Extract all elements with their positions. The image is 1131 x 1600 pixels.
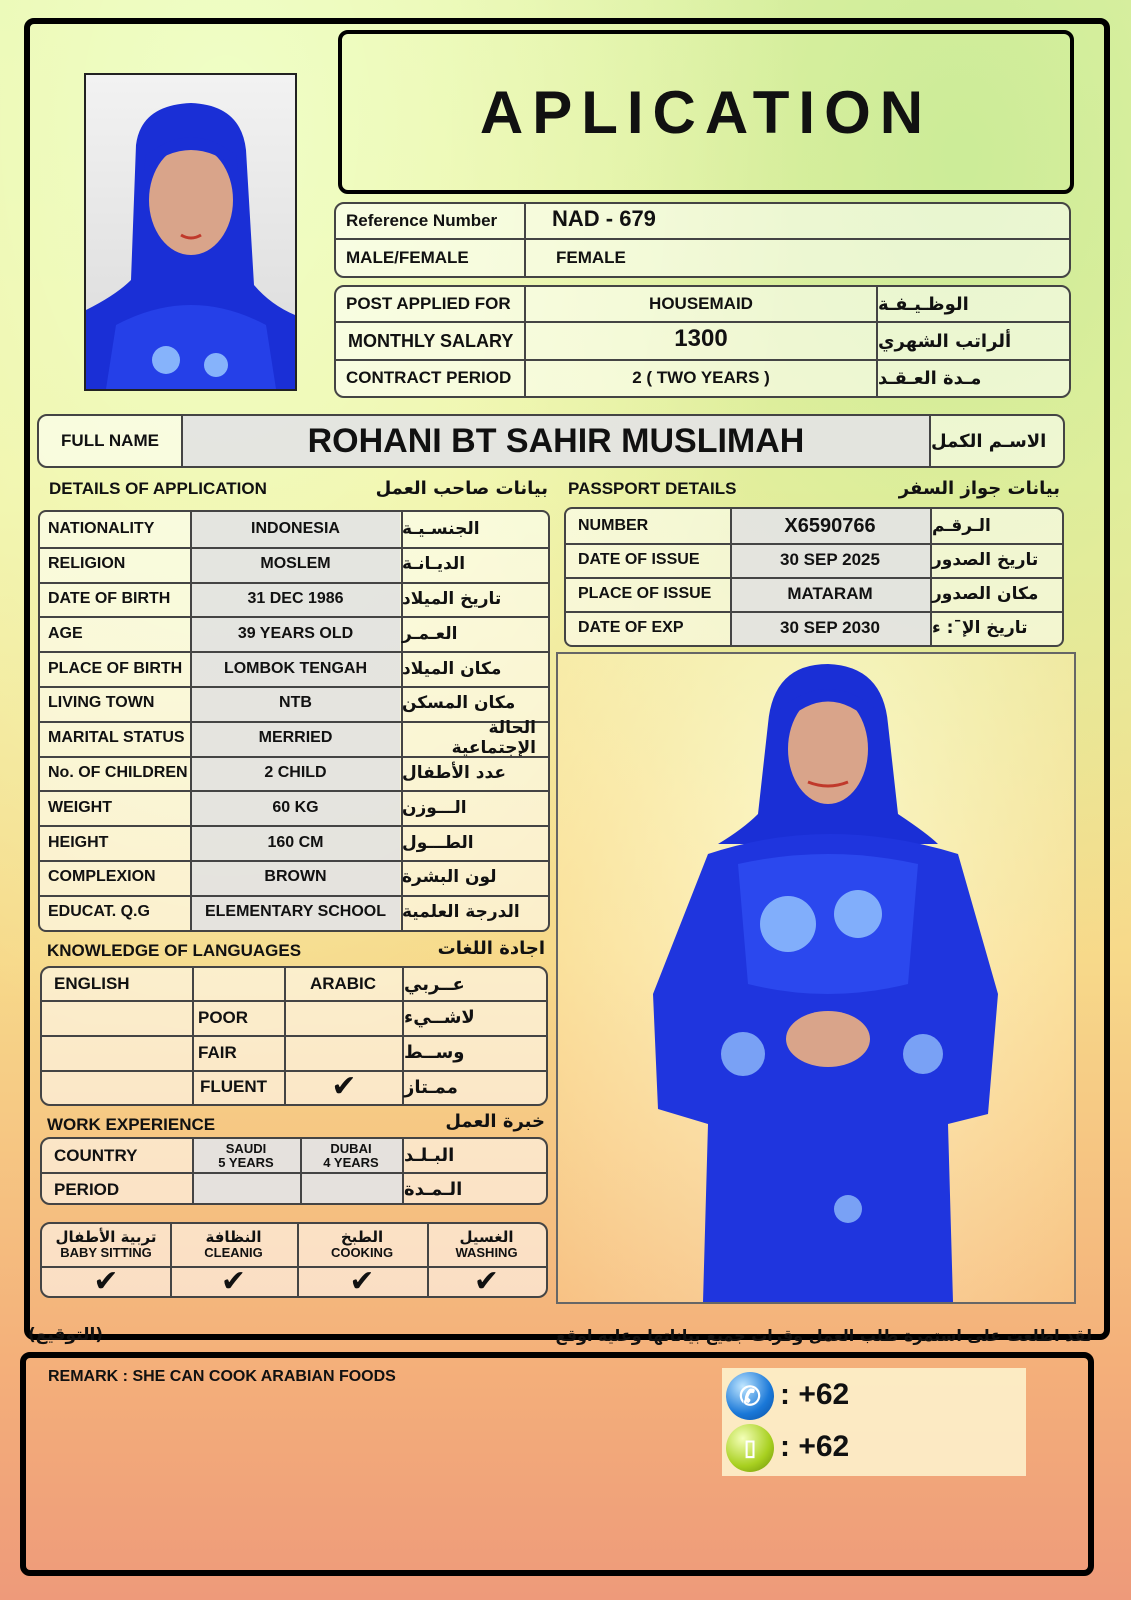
signature-label: (التوقيع) (28, 1325, 104, 1345)
level-fluent-ar: ممـتاز (404, 1076, 458, 1098)
detail-label-ar: مكان المسكن (402, 693, 516, 714)
reference-value: NAD - 679 (552, 206, 656, 231)
detail-label-ar: الديـانـة (402, 554, 466, 575)
gender-value: FEMALE (556, 248, 626, 267)
english-label: ENGLISH (54, 974, 130, 993)
remark-text: REMARK : SHE CAN COOK ARABIAN FOODS (48, 1368, 396, 1385)
skills-table (40, 1222, 548, 1298)
standing-figure (558, 654, 1074, 1302)
full-name-value: ROHANI BT SAHIR MUSLIMAH (307, 421, 805, 460)
skill-tick-icon: ✔ (349, 1263, 375, 1299)
contact-panel (722, 1368, 1026, 1476)
passport-value: MATARAM (787, 584, 873, 603)
level-poor: POOR (198, 1007, 249, 1027)
detail-value: 160 CM (267, 833, 324, 851)
work-entry-saudi: SAUDI 5 YEARS (218, 1140, 274, 1170)
skill-heading (170, 1224, 297, 1266)
passport-title: PASSPORT DETAILS (568, 479, 737, 498)
passport-label-ar: مكان الصدور (932, 584, 1039, 604)
contract-value: 2 ( TWO YEARS ) (632, 368, 770, 387)
applicant-photo-small (84, 73, 297, 391)
remark-box (20, 1352, 1094, 1576)
detail-value: ELEMENTARY SCHOOL (204, 903, 387, 921)
passport-label: PLACE OF ISSUE (578, 585, 712, 602)
work-table (40, 1137, 548, 1205)
detail-value: 2 CHILD (264, 763, 327, 781)
detail-label: DATE OF BIRTH (48, 589, 171, 607)
skill-tick-icon: ✔ (220, 1263, 247, 1299)
passport-label: DATE OF ISSUE (578, 551, 700, 568)
skill-label: COOKING (330, 1245, 394, 1260)
detail-label-ar: الحالة الإجتماعية (451, 718, 536, 759)
phone-icon: ✆ (726, 1372, 774, 1420)
detail-value: NTB (279, 694, 312, 712)
detail-label: No. OF CHILDREN (48, 763, 188, 781)
detail-label: LIVING TOWN (48, 694, 155, 712)
page-title: APLICATION (479, 78, 933, 146)
gender-label: MALE/FEMALE (346, 248, 469, 267)
detail-value: BROWN (264, 868, 327, 886)
arabic-fluent-tick-icon: ✔ (331, 1068, 357, 1104)
post-label: POST APPLIED FOR (346, 294, 511, 313)
detail-value: MOSLEM (260, 555, 331, 573)
detail-value: INDONESIA (251, 520, 340, 538)
title-box (338, 30, 1074, 194)
skill-label-ar: الطبخ (340, 1228, 384, 1246)
country-label-ar: البـلـد (404, 1145, 455, 1166)
salary-value: 1300 (674, 325, 728, 352)
detail-label-ar: الجنسـيـة (402, 519, 480, 540)
phone-number: : +62 (780, 1378, 850, 1411)
reference-label: Reference Number (346, 211, 498, 230)
passport-value: 30 SEP 2025 (780, 550, 880, 569)
detail-label-ar: العـمـر (402, 623, 458, 644)
full-name-label-ar: الاسـم الكمل (931, 430, 1047, 452)
contract-label: CONTRACT PERIOD (346, 368, 512, 387)
level-fair-ar: وســط (404, 1042, 465, 1063)
mobile-icon: ▯ (726, 1424, 774, 1472)
level-fair: FAIR (198, 1042, 237, 1062)
post-label-ar: الوظـيـفـة (878, 293, 969, 315)
work-title: WORK EXPERIENCE (47, 1115, 216, 1134)
declaration-text: لقد اطلعت على استمرة طلب العمل وقرات جميع بياناتها وعليه اوقع (555, 1326, 1092, 1345)
reference-box (334, 202, 1071, 278)
skill-label-ar: النظافة (205, 1228, 262, 1246)
skill-heading (42, 1224, 170, 1266)
details-title-ar: بيانات صاحب العمل (375, 478, 548, 499)
detail-label-ar: مكان الميلاد (402, 658, 502, 679)
languages-title-ar: اجادة اللغات (437, 938, 545, 959)
detail-label-ar: تاريخ الميلاد (402, 588, 502, 609)
applicant-photo-full (556, 652, 1076, 1304)
passport-label: NUMBER (578, 517, 649, 534)
passport-table (564, 507, 1064, 647)
detail-label-ar: الطـــول (402, 832, 474, 853)
languages-table (40, 966, 548, 1106)
work-entry-dubai: DUBAI 4 YEARS (323, 1140, 379, 1170)
period-label-ar: الـمـدة (404, 1179, 463, 1200)
skill-label: CLEANIG (204, 1245, 263, 1260)
passport-label: DATE OF EXP (578, 619, 684, 636)
arabic-label-ar: عــربي (404, 973, 465, 995)
full-name-box (37, 414, 1065, 468)
detail-label-ar: لون البشرة (402, 867, 497, 888)
mobile-number: : +62 (780, 1430, 850, 1463)
post-value: HOUSEMAID (649, 294, 753, 313)
detail-label: RELIGION (48, 555, 126, 573)
detail-label: PLACE OF BIRTH (48, 659, 183, 677)
detail-value: 60 KG (272, 798, 319, 816)
portrait-figure (86, 75, 295, 389)
skill-heading (427, 1224, 546, 1266)
level-fluent: FLUENT (200, 1077, 268, 1096)
detail-label: MARITAL STATUS (48, 729, 185, 747)
skill-label-ar: الغسيل (459, 1228, 514, 1246)
passport-value: X6590766 (784, 514, 876, 537)
detail-value: LOMBOK TENGAH (223, 659, 368, 677)
skill-label-ar: تربية الأطفال (55, 1228, 157, 1246)
detail-label: EDUCAT. Q.G (48, 903, 150, 921)
country-label: COUNTRY (54, 1145, 138, 1165)
detail-label-ar: الدرجة العلمية (402, 902, 520, 923)
detail-label: NATIONALITY (48, 520, 155, 538)
period-label: PERIOD (54, 1179, 120, 1199)
passport-title-ar: بيانات جواز السفر (898, 478, 1060, 499)
work-title-ar: خبرة العمل (445, 1111, 545, 1132)
full-name-label: FULL NAME (61, 431, 159, 450)
passport-label-ar: الـرقـم (932, 516, 991, 536)
skill-tick-icon: ✔ (473, 1263, 500, 1299)
skill-label: WASHING (455, 1245, 518, 1260)
salary-label: MONTHLY SALARY (348, 330, 514, 351)
skill-heading (297, 1224, 427, 1266)
detail-label-ar: الـــوزن (402, 797, 467, 818)
passport-value: 30 SEP 2030 (780, 618, 880, 637)
passport-label-ar: تاريخ الصدور (932, 550, 1039, 570)
detail-value: 31 DEC 1986 (247, 589, 344, 607)
contract-label-ar: مـدة العـقـد (878, 367, 982, 389)
level-poor-ar: لاشــيء (404, 1007, 475, 1028)
details-title: DETAILS OF APPLICATION (49, 479, 267, 498)
detail-label: COMPLEXION (48, 868, 156, 886)
detail-label: WEIGHT (48, 798, 112, 816)
detail-label: AGE (48, 624, 83, 642)
passport-label-ar: تاريخ الإ¯: ء (932, 618, 1028, 638)
skill-label: BABY SITTING (60, 1245, 152, 1260)
detail-label-ar: عدد الأطفال (402, 762, 506, 783)
details-table (38, 510, 550, 932)
skill-tick-icon: ✔ (93, 1263, 119, 1299)
detail-label: HEIGHT (48, 833, 109, 851)
detail-value: MERRIED (258, 729, 333, 747)
salary-label-ar: ألراتب الشهري (878, 330, 1012, 352)
job-box (334, 285, 1071, 398)
languages-title: KNOWLEDGE OF LANGUAGES (47, 941, 302, 960)
detail-value: 39 YEARS OLD (237, 624, 354, 642)
arabic-label: ARABIC (309, 974, 377, 993)
